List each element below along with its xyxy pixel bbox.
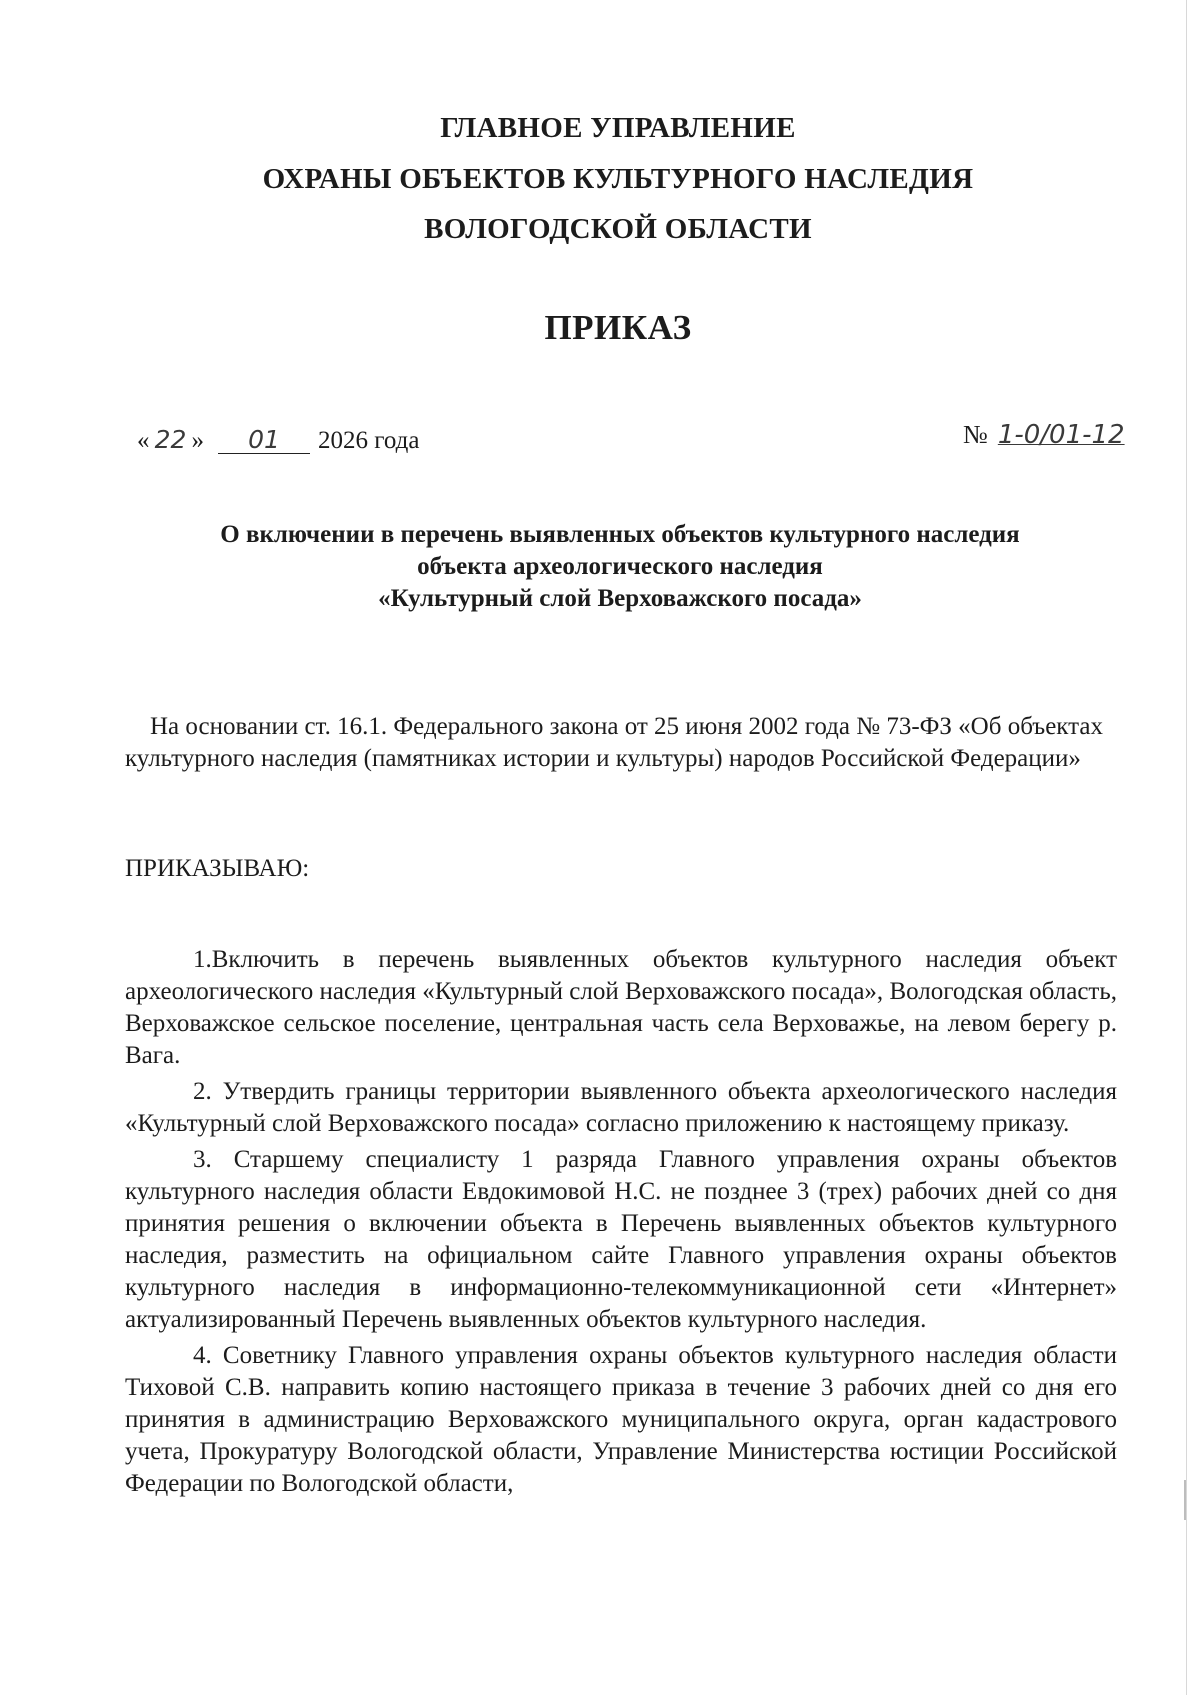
order-date — [137, 425, 419, 455]
order-subject-title — [150, 519, 1090, 615]
title-line-1: О включении в перечень выявленных объектов культурного наследия — [220, 521, 1020, 548]
date-open-quote: « — [137, 427, 150, 454]
order-item-3: 3. Старшему специалисту 1 разряда Главного управления охраны объектов культурного наследия области Евдокимовой Н.С. не позднее 3 (трех) рабочих дней со дня принятия решения о включении объекта в Перечень выявленных объектов культурного наследия, разместить на официальном сайте Главного управления охраны объектов культурного наследия в информационно-телекоммуникационной сети «Интернет» актуализированный Перечень выявленных объектов культурного наследия. — [125, 1146, 1117, 1333]
order-number-handwritten: 1-0/01-12 — [997, 420, 1125, 450]
order-word: ПРИКАЗЫВАЮ: — [125, 855, 310, 882]
order-item-1: 1.Включить в перечень выявленных объектов культурного наследия объект археологического наследия «Культурный слой Верховажского посада», Вологодская область, Верховажское сельское поселение, центральная часть села Верховажье, на левом берегу р. Вага. — [125, 946, 1117, 1069]
scan-edge-mark — [1184, 1480, 1186, 1520]
header-line-1: ГЛАВНОЕ УПРАВЛЕНИЕ — [440, 112, 796, 144]
header-line-2: ОХРАНЫ ОБЪЕКТОВ КУЛЬТУРНОГО НАСЛЕДИЯ — [262, 163, 974, 195]
order-number — [963, 420, 1125, 450]
date-year: 2026 года — [318, 427, 420, 454]
date-close-quote: » — [191, 427, 204, 454]
document-type-title: ПРИКАЗ — [544, 308, 692, 347]
date-day-handwritten: 22 — [154, 425, 187, 454]
number-symbol: № — [963, 420, 988, 449]
date-month-handwritten: 01 — [218, 427, 310, 454]
order-items — [125, 944, 1117, 1504]
order-item-4: 4. Советнику Главного управления охраны объектов культурного наследия области Тиховой С.В. направить копию настоящего приказа в течение 3 рабочих дней со дня его принятия в администрацию Верховажского муниципального округа, орган кадастрового учета, Прокуратуру Вологодской области, Управление Министерства юстиции Российской Федерации по Вологодской области, — [125, 1342, 1117, 1497]
title-line-3: «Культурный слой Верховажского посада» — [378, 585, 862, 612]
header-line-3: ВОЛОГОДСКОЙ ОБЛАСТИ — [424, 213, 812, 245]
scan-edge-line — [1186, 0, 1187, 1695]
order-item-2: 2. Утвердить границы территории выявленного объекта археологического наследия «Культурный слой Верховажского посада» согласно приложению к настоящему приказу. — [125, 1078, 1117, 1137]
legal-basis-paragraph: На основании ст. 16.1. Федерального закона от 25 июня 2002 года № 73-ФЗ «Об объектах культурного наследия (памятниках истории и культуры) народов Российской Федерации» — [125, 713, 1103, 772]
title-line-2: объекта археологического наследия — [417, 553, 823, 580]
